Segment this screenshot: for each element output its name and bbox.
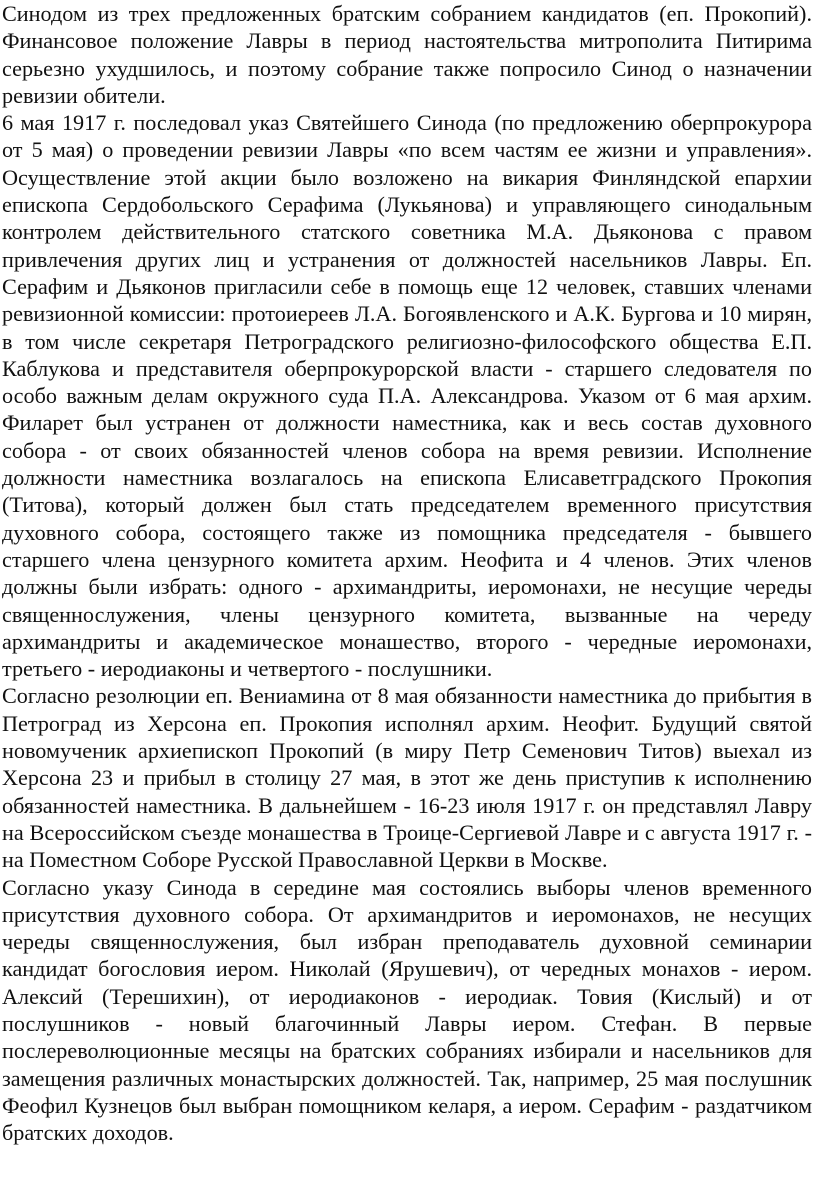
paragraph-2: 6 мая 1917 г. последовал указ Святейшего Синода (по предложению оберпрокурора от 5 мая) о проведении ревизии Лавры «по всем частям ее жизни и управления». Осуществление этой акции было возложено на викария Финляндской епархии епископа Сердобольского Серафима (Лукьянова) и управляющего синодальным контролем действительного статского советника М.А. Дьяконова с правом привлечения других лиц и устранения от должностей насельников Лавры. Еп. Серафим и Дьяконов пригласили себе в помощь еще 12 человек, ставших членами ревизионной комиссии: протоиереев Л.А. Богоявленского и А.К. Бургова и 10 мирян, в том числе секретаря Петроградского религиозно-философского общества Е.П. Каблукова и представителя оберпрокурорской власти - старшего следователя по особо важным делам окружного суда П.А. Александрова. Указом от 6 мая архим. Филарет был устранен от должности наместника, как и весь состав духовного собора - от своих обязанностей членов собора на время ревизии. Исполнение должности наместника возлагалось на епископа Елисаветградского Прокопия (Титова), который должен был стать председателем временного присутствия духовного собора, состоящего также из помощника председателя - бывшего старшего члена цензурного комитета архим. Неофита и 4 членов. Этих членов должны были избрать: одного - архимандриты, иеромонахи, не несущие череды священнослужения, члены цензурного комитета, вызванные на череду архимандриты и академическое монашество, второго - чередные иеромонахи, третьего - иеродиаконы и четвертого - послушники. [2,110,812,682]
paragraph-3: Согласно резолюции еп. Вениамина от 8 мая обязанности наместника до прибытия в Петроград из Херсона еп. Прокопия исполнял архим. Неофит. Будущий святой новомученик архиепископ Прокопий (в миру Петр Семенович Титов) выехал из Херсона 23 и прибыл в столицу 27 мая, в этот же день приступив к исполнению обязанностей наместника. В дальнейшем - 16-23 июля 1917 г. он представлял Лавру на Всероссийском съезде монашества в Троице-Сергиевой Лавре и с августа 1917 г. - на Поместном Соборе Русской Православной Церкви в Москве. [2,683,812,873]
paragraph-1: Синодом из трех предложенных братским собранием кандидатов (еп. Прокопий). Финансовое положение Лавры в период настоятельства митрополита Питирима серьезно ухудшилось, и поэтому собрание также попросило Синод о назначении ревизии обители. [2,1,812,108]
paragraph-4: Согласно указу Синода в середине мая состоялись выборы членов временного присутствия духовного собора. От архимандритов и иеромонахов, не несущих череды священнослужения, был избран преподаватель духовной семинарии кандидат богословия иером. Николай (Ярушевич), от чередных монахов - иером. Алексий (Терешихин), от иеродиаконов - иеродиак. Товия (Кислый) и от послушников - новый благочинный Лавры иером. Стефан. В первые послереволюционные месяцы на братских собраниях избирали и насельников для замещения различных монастырских должностей. Так, например, 25 мая послушник Феофил Кузнецов был выбран помощником келаря, а иером. Серафим - раздатчиком братских доходов. [2,874,812,1146]
